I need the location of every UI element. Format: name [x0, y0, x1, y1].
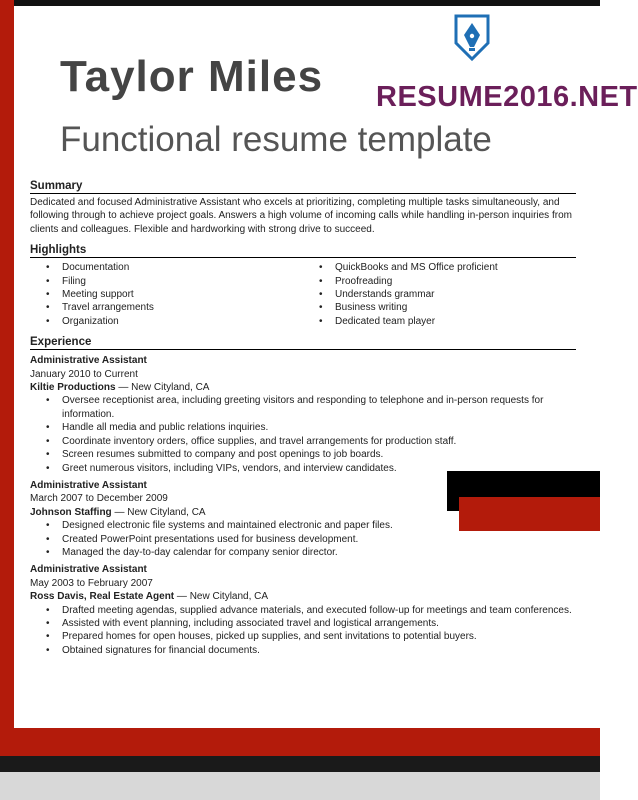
- brand-logo-text[interactable]: RESUME2016.NET: [376, 81, 638, 113]
- list-item: • Meeting support: [30, 288, 303, 301]
- list-item: • Travel arrangements: [30, 301, 303, 314]
- job-company-line: [30, 506, 576, 519]
- list-item: • Proofreading: [303, 275, 576, 288]
- list-item: • Created PowerPoint presentations used for business development.: [30, 533, 576, 546]
- job-company-line: [30, 590, 576, 603]
- list-item: • Assisted with event planning, including associated travel and logistical arrangements.: [30, 617, 576, 630]
- job-entry: [30, 354, 576, 475]
- job-location: — New Cityland, CA: [115, 382, 210, 394]
- list-item: • Organization: [30, 315, 303, 328]
- list-item: • Coordinate inventory orders, office supplies, and travel arrangements for production staff.: [30, 435, 576, 448]
- job-dates: March 2007 to December 2009: [30, 493, 168, 505]
- job-company: Kiltie Productions: [30, 382, 116, 394]
- list-item: • Documentation: [30, 261, 303, 274]
- list-item: • Business writing: [303, 301, 576, 314]
- job-entry: [30, 563, 576, 657]
- list-item: • Obtained signatures for financial documents.: [30, 644, 576, 657]
- job-title: Administrative Assistant: [30, 479, 147, 491]
- job-dates: January 2010 to Current: [30, 368, 138, 380]
- highlights-left-list: [30, 261, 303, 328]
- experience-section: [30, 336, 576, 657]
- summary-heading: Summary: [30, 180, 576, 194]
- list-item: • Handle all media and public relations inquiries.: [30, 421, 576, 434]
- job-company: Johnson Staffing: [30, 506, 112, 518]
- list-item: • Understands grammar: [303, 288, 576, 301]
- page-subtitle: Functional resume template: [60, 120, 492, 159]
- list-item: • Greet numerous visitors, including VIPs, vendors, and interview candidates.: [30, 462, 576, 475]
- experience-heading: Experience: [30, 336, 576, 350]
- highlights-heading: Highlights: [30, 244, 576, 258]
- pen-nib-shield-icon: [453, 13, 491, 63]
- job-title: Administrative Assistant: [30, 564, 147, 576]
- job-bullets: [30, 519, 576, 559]
- job-bullets: [30, 604, 576, 658]
- bottom-accent-grey: [0, 772, 600, 800]
- list-item: • Designed electronic file systems and maintained electronic and paper files.: [30, 519, 576, 532]
- list-item: • Filing: [30, 275, 303, 288]
- job-location: — New Cityland, CA: [174, 591, 269, 603]
- list-item: • Dedicated team player: [303, 315, 576, 328]
- job-bullets: [30, 394, 576, 474]
- summary-text: Dedicated and focused Administrative Assistant who excels at prioritizing, completing multiple tasks simultaneously, and following through to achieve project goals. Answers a high volume of incoming calls while handling in-person inquiries from clients and colleagues. Flexible and hardworking with strong drive to succeed.: [30, 197, 572, 235]
- bottom-accent-red: [0, 728, 600, 756]
- list-item: • Prepared homes for open houses, picked up supplies, and sent invitations to potential buyers.: [30, 630, 576, 643]
- bottom-accent-black: [0, 756, 600, 772]
- job-title: Administrative Assistant: [30, 355, 147, 367]
- resume-name: Taylor Miles: [60, 52, 324, 101]
- job-company-line: [30, 381, 576, 394]
- highlights-section: [30, 244, 576, 328]
- resume-body: [30, 180, 576, 657]
- list-item: • Drafted meeting agendas, supplied advance materials, and executed follow-up for meetings and team conferences.: [30, 604, 576, 617]
- job-dates: May 2003 to February 2007: [30, 577, 153, 589]
- left-accent-bar: [0, 0, 14, 730]
- highlights-right-list: [303, 261, 576, 328]
- list-item: • Screen resumes submitted to company and post openings to job boards.: [30, 448, 576, 461]
- list-item: • QuickBooks and MS Office proficient: [303, 261, 576, 274]
- list-item: • Oversee receptionist area, including greeting visitors and responding to telephone and in-person requests for information.: [30, 394, 576, 421]
- job-location: — New Cityland, CA: [111, 506, 206, 518]
- list-item: • Managed the day-to-day calendar for company senior director.: [30, 546, 576, 559]
- job-entry: [30, 479, 576, 559]
- top-border: [0, 0, 600, 6]
- job-company: Ross Davis, Real Estate Agent: [30, 591, 175, 603]
- summary-section: [30, 180, 576, 236]
